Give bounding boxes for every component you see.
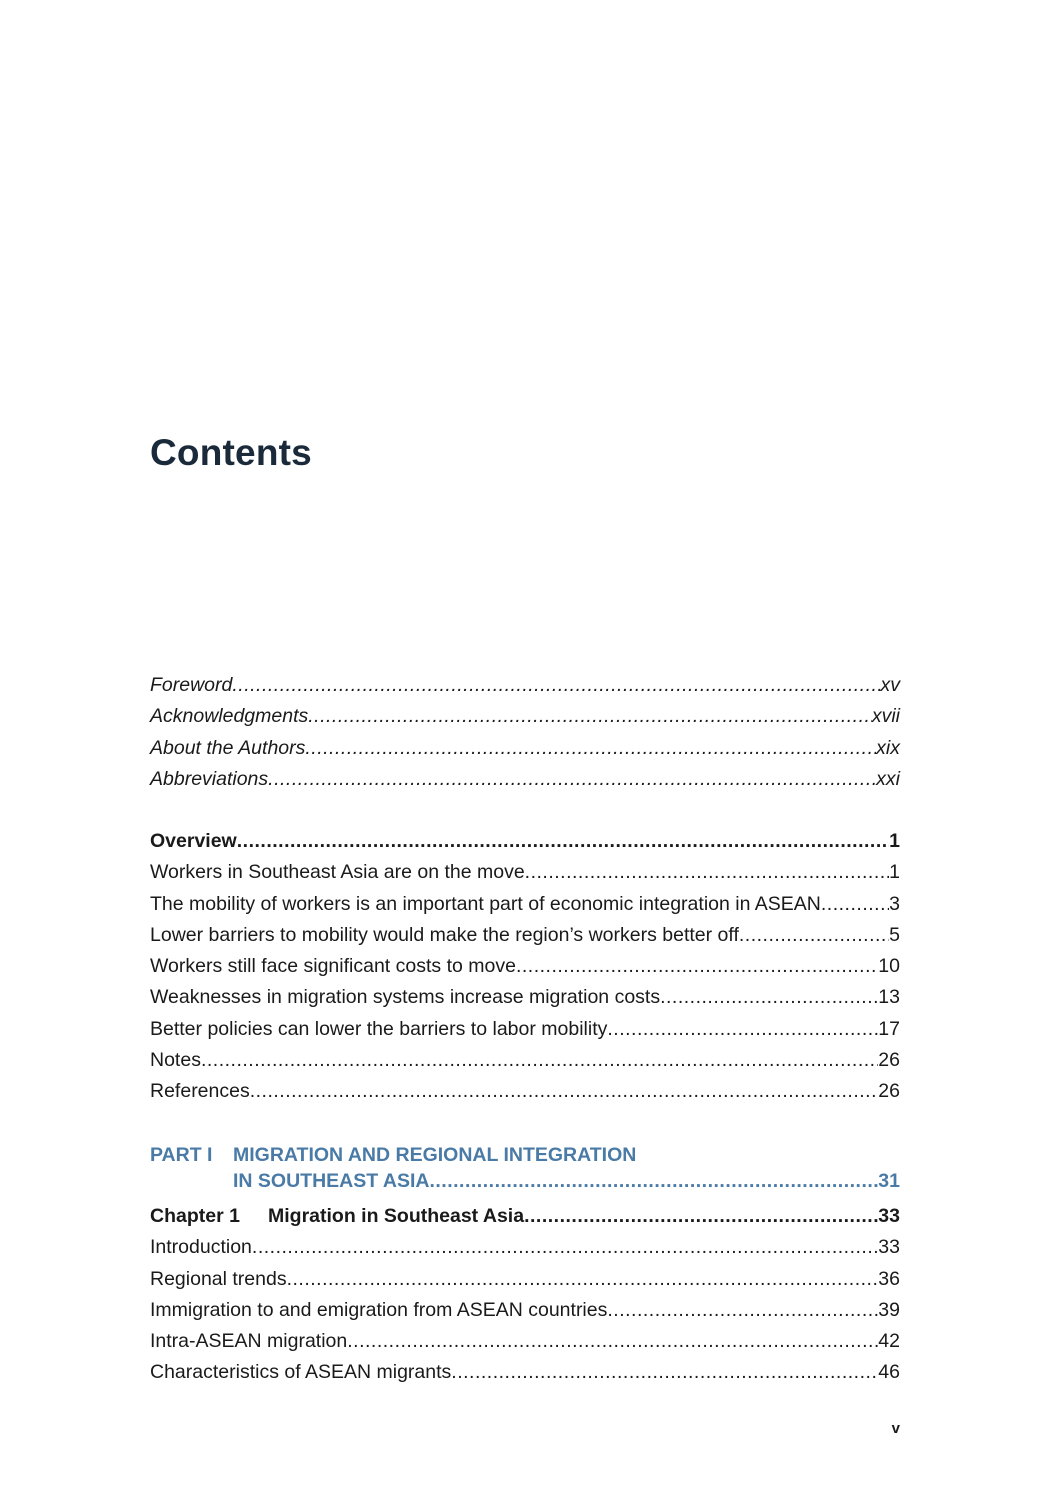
- toc-entry[interactable]: [150, 920, 900, 951]
- toc-entry-page: xv: [880, 674, 900, 696]
- toc-entry-label: Abbreviations: [150, 767, 269, 790]
- dot-leader: [201, 1045, 878, 1076]
- toc-entry-label: About the Authors: [150, 736, 306, 759]
- chapter-number: Chapter 1: [150, 1205, 240, 1227]
- toc-entry-label: Better policies can lower the barriers to labor mobility: [150, 1017, 608, 1040]
- toc-entry[interactable]: [150, 1076, 900, 1107]
- toc-entry-page: 26: [878, 1049, 900, 1072]
- toc-entry-label: Foreword: [150, 674, 233, 696]
- toc-entry-label: Workers in Southeast Asia are on the move: [150, 861, 525, 884]
- dot-leader: [347, 1326, 878, 1357]
- toc-entry-page: 26: [878, 1080, 900, 1103]
- toc-entry[interactable]: [150, 951, 900, 982]
- part-page: 31: [878, 1170, 900, 1192]
- toc-entry-page: xix: [876, 736, 900, 759]
- dot-leader: [607, 1014, 878, 1045]
- dot-leader: [739, 920, 889, 951]
- toc-entry-page: 46: [878, 1361, 900, 1384]
- overview-section: [150, 826, 900, 1108]
- part-heading-line: [233, 1168, 900, 1194]
- dot-leader: [524, 1201, 878, 1232]
- toc-entry-page: 3: [889, 892, 900, 915]
- dot-leader: [451, 1357, 878, 1388]
- toc-entry[interactable]: [150, 857, 900, 888]
- toc-entry[interactable]: [150, 1295, 900, 1326]
- toc-entry-page: 33: [878, 1205, 900, 1227]
- toc-entry-label: Overview: [150, 830, 237, 852]
- chapter-title: Migration in Southeast Asia: [268, 1205, 525, 1227]
- toc-entry-label: Weaknesses in migration systems increase migration costs: [150, 986, 661, 1009]
- dot-leader: [287, 1264, 879, 1295]
- toc-entry-acknowledgments[interactable]: [150, 701, 900, 732]
- dot-leader: [308, 701, 872, 732]
- front-matter-list: [150, 670, 900, 795]
- toc-entry-label: [150, 1201, 524, 1232]
- dot-leader: [607, 1295, 878, 1326]
- toc-entry[interactable]: [150, 1264, 900, 1295]
- toc-entry[interactable]: [150, 889, 900, 920]
- toc-entry[interactable]: [150, 1014, 900, 1045]
- dot-leader: [821, 889, 889, 920]
- toc-entry-page: xxi: [876, 767, 900, 790]
- page-number: v: [891, 1420, 900, 1437]
- toc-entry-foreword[interactable]: [150, 670, 900, 701]
- dot-leader: [232, 670, 880, 701]
- dot-leader: [250, 1076, 879, 1107]
- dot-leader: [660, 982, 878, 1013]
- chapter-1-section: [150, 1201, 900, 1389]
- toc-entry-page: 17: [878, 1017, 900, 1040]
- toc-entry-about-authors[interactable]: [150, 733, 900, 764]
- toc-entry-page: 1: [889, 861, 900, 884]
- toc-chapter-1[interactable]: [150, 1201, 900, 1232]
- dot-leader: [305, 733, 876, 764]
- dot-leader: [237, 826, 889, 857]
- toc-entry-page: 10: [878, 955, 900, 978]
- toc-entry-page: 42: [878, 1330, 900, 1353]
- part-title-line1: MIGRATION AND REGIONAL INTEGRATION: [233, 1144, 637, 1166]
- toc-entry-label: The mobility of workers is an important part of economic integration in ASEAN: [150, 892, 821, 915]
- dot-leader: [429, 1168, 878, 1194]
- part-heading-line: [150, 1142, 900, 1168]
- toc-entry-label: Introduction: [150, 1236, 252, 1259]
- toc-part-1[interactable]: [150, 1142, 900, 1194]
- toc-entry-label: Workers still face significant costs to move: [150, 955, 516, 978]
- toc-entry-page: 1: [889, 830, 900, 852]
- toc-entry-page: xvii: [871, 705, 900, 728]
- toc-entry-label: References: [150, 1080, 250, 1103]
- toc-entry-page: 33: [878, 1236, 900, 1259]
- toc-heading-overview[interactable]: [150, 826, 900, 857]
- page-title: Contents: [150, 432, 312, 473]
- toc-entry[interactable]: [150, 982, 900, 1013]
- toc-entry-page: 5: [889, 923, 900, 946]
- part-title-line2: IN SOUTHEAST ASIA: [233, 1170, 430, 1192]
- toc-entry-label: Immigration to and emigration from ASEAN countries: [150, 1298, 608, 1321]
- toc-entry-label: Acknowledgments: [150, 705, 309, 728]
- dot-leader: [252, 1232, 878, 1263]
- toc-entry-page: 13: [878, 986, 900, 1009]
- part-number: PART I: [150, 1144, 213, 1166]
- toc-entry-label: Regional trends: [150, 1267, 287, 1290]
- toc-entry[interactable]: [150, 1045, 900, 1076]
- dot-leader: [268, 764, 876, 795]
- toc-entry-abbreviations[interactable]: [150, 764, 900, 795]
- toc-entry-label: Lower barriers to mobility would make the region’s workers better off: [150, 923, 739, 946]
- toc-entry-page: 36: [878, 1267, 900, 1290]
- toc-entry[interactable]: [150, 1357, 900, 1388]
- dot-leader: [516, 951, 878, 982]
- toc-entry-label: Characteristics of ASEAN migrants: [150, 1361, 452, 1384]
- dot-leader: [525, 857, 889, 888]
- toc-entry[interactable]: [150, 1326, 900, 1357]
- toc-entry[interactable]: [150, 1232, 900, 1263]
- toc-entry-label: Notes: [150, 1049, 201, 1072]
- toc-entry-label: Intra-ASEAN migration: [150, 1330, 348, 1353]
- toc-entry-page: 39: [878, 1298, 900, 1321]
